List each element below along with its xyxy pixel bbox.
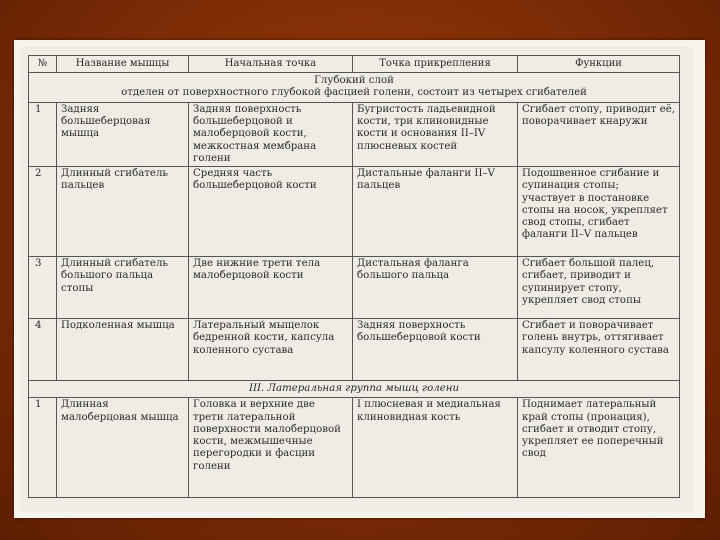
- section-row-deep-layer: [29, 73, 680, 103]
- scanned-table-image: [20, 47, 693, 512]
- section-title: III. Латеральная группа мышц голени: [248, 383, 460, 395]
- muscle-name: Задняя большеберцовая мышца: [57, 103, 189, 167]
- table-row: [29, 257, 680, 319]
- origin-cell: Головка и верхние две трети латеральной поверхности малоберцовой кости, межмышечные перегородки и фасции голени: [189, 398, 353, 498]
- origin-cell: Латеральный мыщелок бедренной кости, капсула коленного сустава: [189, 319, 353, 381]
- section-title: Глубокий слой: [314, 75, 394, 86]
- muscle-table: [28, 55, 680, 498]
- muscle-name: Длинный сгибатель большого пальца стопы: [57, 257, 189, 319]
- section-deep-layer: [29, 73, 680, 103]
- section-row-lateral-group: [29, 381, 680, 398]
- function-cell: Сгибает и поворачивает голень внутрь, оттягивает капсулу коленного сустава: [518, 319, 680, 381]
- row-number: 3: [29, 257, 57, 319]
- section-description: отделен от поверхностного глубокой фасцией голени, состоит из четырех сгибателей: [121, 87, 587, 99]
- header-function: Функции: [518, 56, 680, 73]
- function-cell: Сгибает большой палец, сгибает, приводит и супинирует стопу, укрепляет свод стопы: [518, 257, 680, 319]
- origin-cell: Две нижние трети тела малоберцовой кости: [189, 257, 353, 319]
- function-cell: Подошвенное сгибание и супинация стопы; участвует в постановке стопы на носок, укрепляет свод стопы, сгибает фаланги II–V пальцев: [518, 167, 680, 257]
- row-number: 4: [29, 319, 57, 381]
- insertion-cell: Задняя поверхность большеберцовой кости: [353, 319, 518, 381]
- row-number: 1: [29, 398, 57, 498]
- insertion-cell: Бугристость ладьевидной кости, три клиновидные кости и основания II–IV плюсневых костей: [353, 103, 518, 167]
- section-lateral-group: [29, 381, 680, 398]
- insertion-cell: I плюсневая и медиальная клиновидная кость: [353, 398, 518, 498]
- table-row: [29, 398, 680, 498]
- row-number: 1: [29, 103, 57, 167]
- header-insertion: Точка прикрепления: [353, 56, 518, 73]
- origin-cell: Задняя поверхность большеберцовой и малоберцовой кости, межкостная мембрана голени: [189, 103, 353, 167]
- insertion-cell: Дистальная фаланга большого пальца: [353, 257, 518, 319]
- function-cell: Сгибает стопу, приводит её, поворачивает кнаружи: [518, 103, 680, 167]
- muscle-name: Подколенная мышца: [57, 319, 189, 381]
- muscle-name: Длинная малоберцовая мышца: [57, 398, 189, 498]
- table-row: [29, 319, 680, 381]
- insertion-cell: Дистальные фаланги II–V пальцев: [353, 167, 518, 257]
- header-muscle-name: Название мышцы: [57, 56, 189, 73]
- header-number: №: [29, 56, 57, 73]
- row-number: 2: [29, 167, 57, 257]
- table-header-row: [29, 56, 680, 73]
- function-cell: Поднимает латеральный край стопы (пронация), сгибает и отводит стопу, укрепляет ее поперечный свод: [518, 398, 680, 498]
- origin-cell: Средняя часть большеберцовой кости: [189, 167, 353, 257]
- table-row: [29, 167, 680, 257]
- muscle-name: Длинный сгибатель пальцев: [57, 167, 189, 257]
- header-origin: Начальная точка: [189, 56, 353, 73]
- table-row: [29, 103, 680, 167]
